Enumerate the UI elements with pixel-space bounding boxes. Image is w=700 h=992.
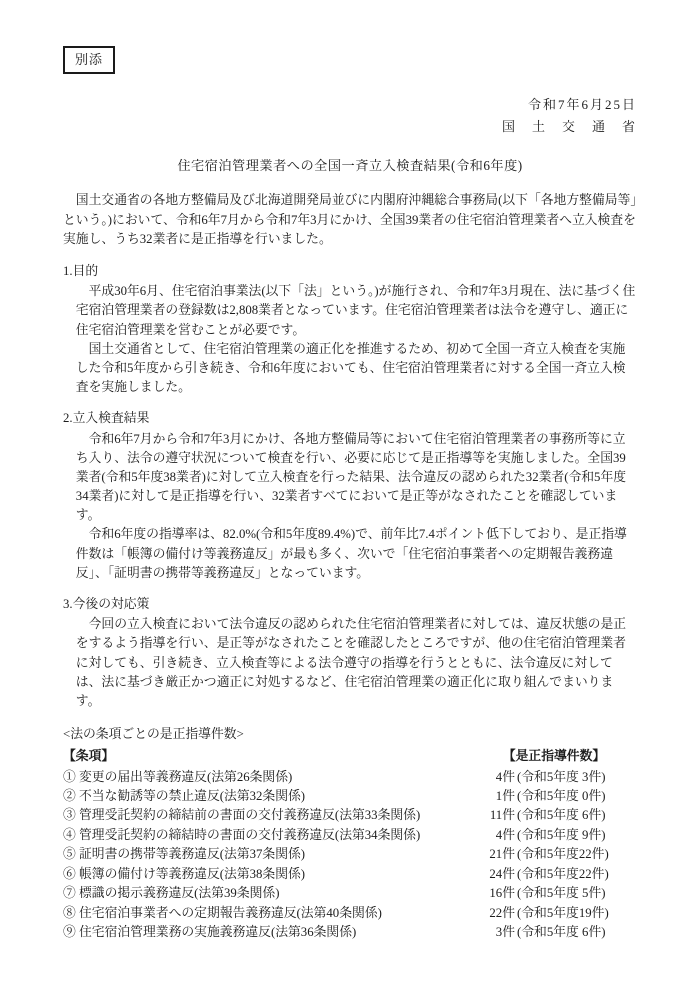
row-count: 24件 (489, 866, 515, 881)
section-future-measures (63, 595, 637, 711)
date-block (63, 94, 637, 138)
row-previous-count: (令和5年度 9件) (517, 827, 606, 842)
row-count: 1件 (495, 788, 515, 803)
document-date: 令和7年6月25日 (527, 96, 637, 112)
table-row (63, 787, 637, 806)
row-previous-count: (令和5年度22件) (517, 847, 609, 862)
section-purpose (63, 262, 637, 397)
row-label: ① 変更の届出等義務違反(法第26条関係) (63, 769, 293, 784)
row-label: ⑧ 住宅宿泊事業者への定期報告義務違反(法第40条関係) (63, 905, 382, 920)
row-label: ⑦ 標識の掲示義務違反(法第39条関係) (63, 886, 280, 901)
table-row (63, 904, 637, 923)
section-heading-future-measures: 3.今後の対応策 (63, 597, 150, 612)
section-paragraph: 国土交通省として、住宅宿泊管理業の適正化を推進するため、初めて全国一斉立入検査を実施した令和5年度から引き続き、令和6年度においても、住宅宿泊管理業者に対する全国一斉立入検査を実施しました。 (75, 341, 626, 395)
table-row (63, 768, 637, 787)
section-inspection-results (63, 409, 637, 583)
row-count: 3件 (495, 925, 515, 940)
section-heading-purpose: 1.目的 (63, 264, 99, 279)
table-row (63, 884, 637, 903)
row-count: 21件 (489, 847, 515, 862)
row-previous-count: (令和5年度19件) (517, 905, 609, 920)
violation-count-table (63, 725, 637, 942)
table-title: <法の条項ごとの是正指導件数> (63, 727, 244, 742)
row-previous-count: (令和5年度22件) (517, 866, 609, 881)
organization-name: 国 土 交 通 省 (501, 118, 637, 134)
table-row (63, 806, 637, 825)
attachment-label: 別添 (63, 46, 115, 74)
row-label: ③ 管理受託契約の締結前の書面の交付義務違反(法第33条関係) (63, 808, 421, 823)
section-paragraph: 今回の立入検査において法令違反の認められた住宅宿泊管理業者に対しては、違反状態の是正をするよう指導を行い、是正等がなされたことを確認したところですが、他の住宅宿泊管理業者に対しても、引き続き、立入検査等による法令遵守の指導を行うとともに、法令違反に対しては、法に基づき厳正かつ適正に対処するなど、住宅宿泊管理業の適正化に取り組んでまいります。 (75, 617, 627, 708)
section-paragraph: 平成30年6月、住宅宿泊事業法(以下「法」という。)が施行され、令和7年3月現在、法に基づく住宅宿泊管理業者の登録数は2,808業者となっています。住宅宿泊管理業者は法令を遵守し、適正に住宅宿泊管理業を営むことが必要です。 (75, 284, 636, 337)
column-header-count: 【是正指導件数】 (502, 749, 606, 764)
row-label: ⑨ 住宅宿泊管理業務の実施義務違反(法第36条関係) (63, 925, 357, 940)
row-count: 4件 (495, 827, 515, 842)
row-count: 16件 (489, 886, 515, 901)
intro-paragraph: 国土交通省の各地方整備局及び北海道開発局並びに内閣府沖縄総合事務局(以下「各地方整備局等」という。)において、令和6年7月から令和7年3月にかけ、全国39業者の住宅宿泊管理業者へ立入検査を実施し、うち32業者に是正指導を行いました。 (63, 193, 637, 246)
row-previous-count: (令和5年度 3件) (517, 769, 606, 784)
row-count: 4件 (495, 769, 515, 784)
section-heading-inspection-results: 2.立入検査結果 (63, 411, 150, 426)
column-header-clause: 【条項】 (63, 749, 115, 764)
table-row (63, 865, 637, 884)
document-title: 住宅宿泊管理業者への全国一斉立入検査結果(令和6年度) (177, 157, 523, 173)
row-count: 22件 (489, 905, 515, 920)
table-row (63, 826, 637, 845)
row-label: ④ 管理受託契約の締結時の書面の交付義務違反(法第34条関係) (63, 827, 421, 842)
table-row (63, 845, 637, 864)
row-previous-count: (令和5年度 6件) (517, 808, 606, 823)
table-header-row (63, 747, 637, 766)
row-label: ⑤ 証明書の携帯等義務違反(法第37条関係) (63, 847, 306, 862)
row-previous-count: (令和5年度 5件) (517, 886, 606, 901)
row-label: ② 不当な勧誘等の禁止違反(法第32条関係) (63, 788, 306, 803)
section-paragraph: 令和6年度の指導率は、82.0%(令和5年度89.4%)で、前年比7.4ポイント低下しており、是正指導件数は「帳簿の備付け等義務違反」が最も多く、次いで「住宅宿泊事業者への定期報告義務違反」、「証明書の携帯等義務違反」となっています。 (75, 527, 627, 580)
section-paragraph: 令和6年7月から令和7年3月にかけ、各地方整備局等において住宅宿泊管理業者の事務所等に立ち入り、法令の遵守状況について検査を行い、必要に応じて是正指導等を実施しました。全国39業者(令和5年度38業者)に対して立入検査を行った結果、法令違反の認められた32業者(令和5年度34業者)に対して是正指導を行い、32業者すべてにおいて是正等がなされたことを確認しています。 (75, 431, 627, 523)
row-previous-count: (令和5年度 0件) (517, 788, 606, 803)
row-label: ⑥ 帳簿の備付け等義務違反(法第38条関係) (63, 866, 306, 881)
row-previous-count: (令和5年度 6件) (517, 925, 606, 940)
row-count: 11件 (489, 808, 515, 823)
table-row (63, 923, 637, 942)
